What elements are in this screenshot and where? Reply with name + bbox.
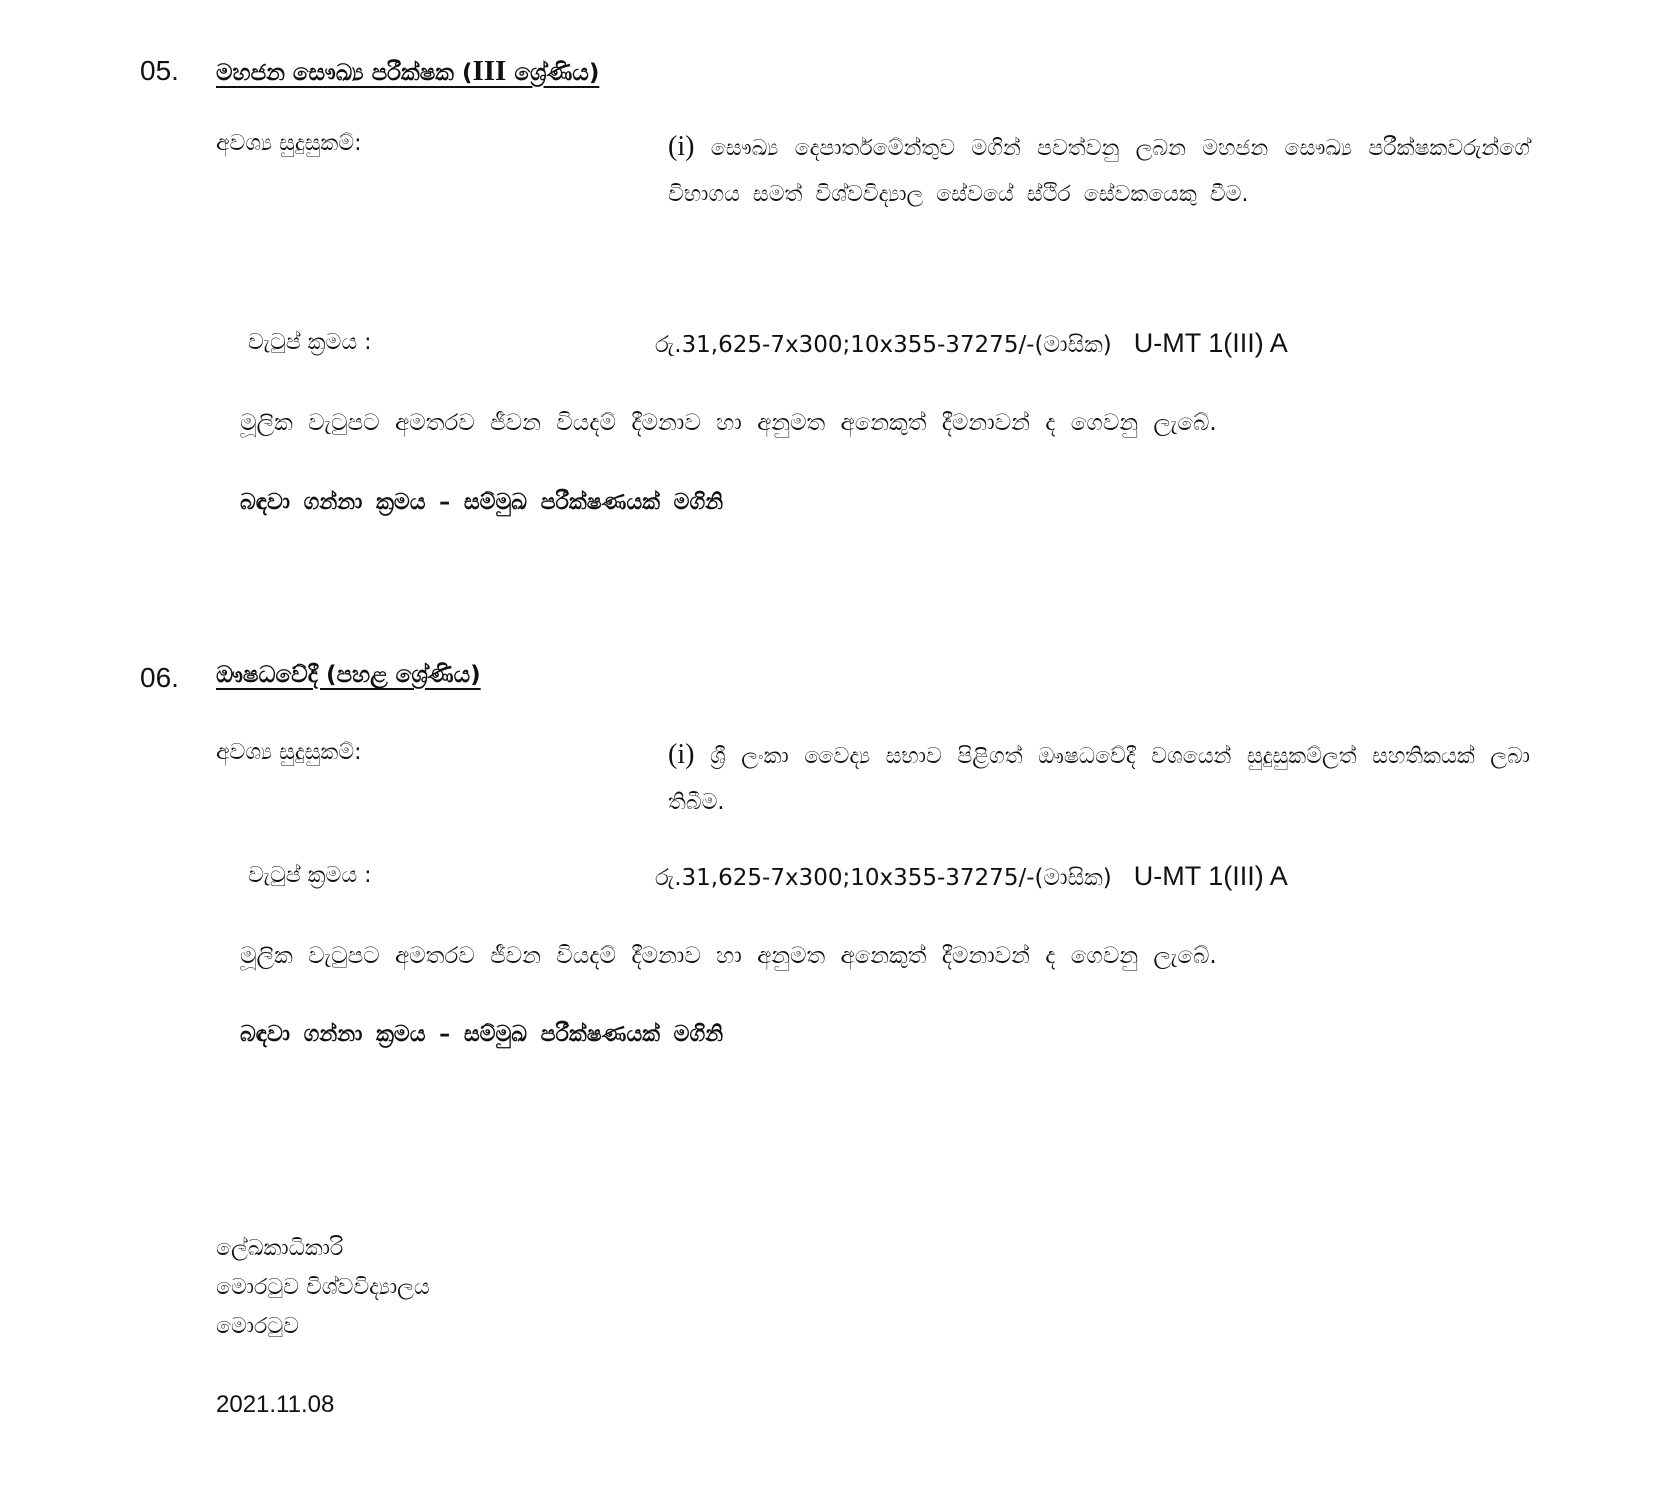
section-06-qualification-text: ශ්‍රී ලංකා වෛද්‍ය සභාව පිළිගත් ඖෂධවේදී වශයෙන් සුදුසුකම්ලත් සහතිකයක් ලබා තිබීම. [668,744,1530,815]
section-06-qualification-item [668,732,1530,826]
section-05-salary-code: U-MT 1(III) A [1133,328,1288,358]
section-05-salary-row [655,328,1288,359]
section-05-qualifications-label: අවශ්‍ය සුදුසුකම්: [216,131,362,156]
section-05-qualification-numeral: (i) [668,131,695,162]
section-05-title-end: ශ්‍රේණිය) [506,60,600,86]
section-05-allowance-note: මූලික වැටුපට අමතරව ජීවන වියදම් දීමනාව හා අනුමත අනෙකුත් දීමනාවන් ද ගෙවනු ලැබේ. [240,410,1217,436]
signature-place: මොරටුව [216,1314,299,1339]
section-05-title [216,55,599,88]
section-06-salary-code: U-MT 1(III) A [1133,861,1288,891]
section-06-title [216,662,481,688]
section-06-recruitment-method: බඳවා ගන්නා ක්‍රමය – සම්මුඛ පරීක්ෂණයක් මගිනි [240,1022,724,1047]
document-date: 2021.11.08 [216,1391,335,1418]
section-06-title-text: ඖෂධවේදී (පහළ ශ්‍රේණිය) [216,662,481,688]
section-05-title-start: මහජන සෞඛ්‍ය පරීක්ෂක ( [216,60,473,86]
section-05-salary-label: වැටුප් ක්‍රමය : [248,330,372,355]
section-05-salary-scale: රු.31,625-7x300;10x355-37275/-(මාසික) [655,332,1112,358]
section-06-salary-row [655,861,1288,892]
section-06-salary-scale: රු.31,625-7x300;10x355-37275/-(මාසික) [655,865,1112,891]
section-06-qualifications-label: අවශ්‍ය සුදුසුකම්: [216,740,362,765]
section-05-qualification-item [668,124,1530,218]
section-05-title-roman: III [472,55,507,87]
section-06-qualification-numeral: (i) [668,739,695,770]
section-05-number: 05. [140,55,179,86]
section-06-number: 06. [140,662,179,693]
section-05-recruitment-method: බඳවා ගන්නා ක්‍රමය – සම්මුඛ පරීක්ෂණයක් මගිනි [240,490,724,515]
signature-title: ලේඛකාධිකාරි [216,1236,344,1261]
section-06-allowance-note: මූලික වැටුපට අමතරව ජීවන වියදම් දීමනාව හා අනුමත අනෙකුත් දීමනාවන් ද ගෙවනු ලැබේ. [240,943,1217,969]
section-05-qualification-text: සෞඛ්‍ය දෙපාර්තමේන්තුව මගින් පවත්වනු ලබන මහජන සෞඛ්‍ය පරීක්ෂකවරුන්ගේ විභාගය සමත් විශ්වවිද්‍යාල සේවයේ ස්ථිර සේවකයෙකු වීම. [668,136,1530,207]
signature-institution: මොරටුව විශ්වවිද්‍යාලය [216,1275,430,1300]
section-06-salary-label: වැටුප් ක්‍රමය : [248,863,372,888]
